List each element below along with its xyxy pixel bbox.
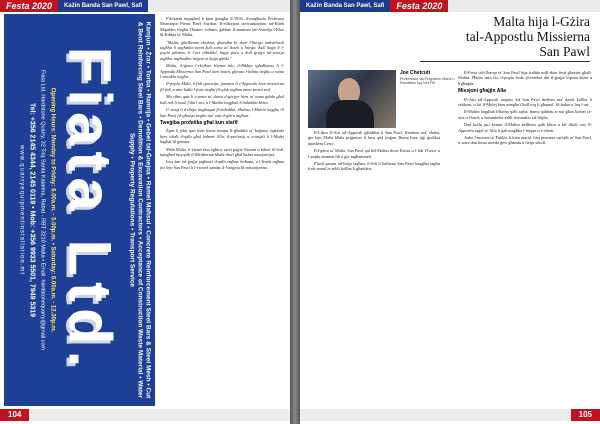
paragraph: Malta, il-ġżira l-ċkejkna b'sema blu, il-Bibbja tgħallimna li l-Appostlu Missierna San Pawl kien hawn, għexna l-kelma tiegħu u rajna l-miraklu tiegħu.	[160, 63, 284, 80]
advert-services: Kamjun • Żrar • Torba • Ħamrija • Gebel tal-Ġnejna • Ramel Maħsul • Concrete Reinforcement Steel Bars & Steel Mesh • Cut & Bent Reinforcing Steel Bars • Demolition & Excavation Contractors • Acceptance of Construction Waste Material • Water Supply • Property Regulations • Transport Service	[128, 21, 151, 399]
paragraph: Issa dan tal-ġrajja jagħmel il-qalb tagħna ferħana, u l-ħsieb tagħna jtir lejn San Pawl li l-ewwel xandar il-Vanġelu lil missirijietna.	[160, 159, 284, 170]
paragraph: Il-Maltin laqgħuh b'ħafna qalb tajba; huma qabbdu n-nar għax kienet ix-xita u l-bard, u hemmhekk seħħ il-miraklu tal-lifgħa.	[458, 109, 592, 120]
author-name: Joe Chetcuti	[400, 70, 431, 76]
right-article-column-1	[308, 130, 440, 408]
left-article-column	[160, 16, 284, 406]
article-title	[400, 14, 590, 62]
paragraph: U xtaqt li d-dinja tingħaqad fl-imħabba, bħalma l-Maltin laqgħu lil San Pawl fil-għarqa tiegħu ma' xtut il-gżira tagħna.	[160, 107, 284, 118]
author-role: Preżentatur tal-Programm Mardi u Randidien fuq Net FM	[400, 77, 455, 86]
parish-name: Każin Banda San Pawl, Safi	[58, 0, 148, 12]
right-header	[300, 0, 600, 12]
paragraph: Il-Festa tal-Għarqa ta' San Pawl hija waħda mill-iktar festi għeżież għall-Maltin. Ħafna snin ilu, il-poplu beda jiċċelebra din il-ġrajja b'qima kbira u b'għaqda.	[458, 70, 592, 86]
title-divider	[420, 61, 590, 62]
paragraph: Mela Malta, li kienet biss żgħira, saret pajjiż Nisrani u kibret fil-fidi, tqiegħed fuq qalb il-Mediterran bħala dawl għal ħafna nazzjonijiet.	[160, 146, 284, 157]
title-line-2: tal-Appostlu Missierna	[465, 29, 590, 44]
author-photo	[308, 70, 396, 128]
advert-website: www.quarryequipmentinstallation.mt	[18, 144, 24, 276]
section-heading: Missjoni għajjin Alla	[458, 88, 506, 95]
paragraph: Fl-Atti tal-Appostli naqraw kif San Pawl tkellem ma' dawk kollha li sabhom, u kif il-Mulej kien miegħu f'kull triq li għamel, fil-baħar u fuq l-art.	[458, 96, 592, 108]
page-number-left: 104	[0, 409, 29, 421]
advert-telephone: Tel: +356 2145 4344, 2145 0119 • Mob: +356 9933 5501, 7949 5319	[28, 102, 35, 318]
spread-gutter	[290, 0, 300, 424]
advert-title: Fiata Ltd.	[56, 46, 123, 374]
fiata-advert	[4, 14, 155, 406]
paragraph: Dan kollu juri kemm il-Maltin kellhom qalb kbira u kif ilkoll raw fl-Appostlu raġel ta' Alla li ġab magħha l-fejqan u s-sliem.	[458, 122, 592, 133]
title-line-3: San Pawl	[539, 44, 590, 59]
paragraph: Żgur li jekk qari kien hawn minnu fl-għaddid ta' ħajjitna, tqabbila biex tiftaħ il-qalb għal kelmet Alla, il-profeziji u s-sinjali li l-Mulej bagħat lil ġensna.	[160, 128, 284, 145]
paragraph: Il-poplu Malti, b'fidi qawwija, jemmen li l-Appostlu kien missierna fil-fidi, u dan ħalla l-frott tiegħu fil-qlub tagħna minn żmien twil.	[160, 81, 284, 92]
right-footer-bar	[300, 409, 600, 421]
left-footer-bar	[0, 409, 290, 421]
parish-name: Każin Banda San Pawl, Safi	[300, 0, 390, 12]
paragraph: Fil-gżira ta' Malta, San Pawl qal lill-Maltin dwar Kristu u l-fidi f'Ġesù, u l-poplu emmen fih u ġie mgħammed.	[308, 148, 440, 159]
right-article-column-2	[458, 70, 592, 408]
paragraph: F'dokient inqagħad li kien ġimgħa fl-1936, il-magħrufa Professur Monsinjur Pietru Pawl Saydon. Il-edizzjoni tat-traduzzjoni tal-Ktieb Mqaddes tiegħu f'ħames volumi, ġabbar fl-ammont tal-Assedju l-Kbir bl-Bibbja ta' Malta.	[160, 16, 284, 38]
festa-tag: Festa 2020	[0, 0, 58, 12]
paragraph: Anke l-missier ta' Publju, li kien marid, fieq permezz tat-talb ta' San Pawl, u wara dan bosta morda ġew għandu u fiequ wkoll.	[458, 135, 592, 146]
left-page	[0, 0, 290, 424]
quote-paragraph: "Malta, għalkemm ċkejkna, għandha bi xkeil l-ħtieġa individwali tagħha li sagħtitha minn kull xorta ta' ħsieb u ħtieġa. Kull ħaġa li l-poplu jaħdem, li l-art titbiddel, ħajja pura u kull ġrajja tal-istorja tagħha, tagħmilha dejjem xi ħaġa ġdida."	[160, 39, 284, 61]
festa-tag: Festa 2020	[390, 0, 448, 12]
right-page	[300, 0, 600, 424]
left-header	[0, 0, 290, 12]
advert-address: Fiata Ltd, Hardstone Quarry, 32 Triq Santa Katarina, Rabat - RBT 3210 Malta • Email: hardstonequarry@gmail.com	[39, 69, 45, 351]
paragraph: Il-Libru fl-Atti tal-Appostli jgħidilna li San Pawl, flimkien ma' sħabu, ġie lejn Malta bħala priġunier li kien qed jinġarr Ruma biex jiġi ġudikat quddiem Ċesri.	[308, 130, 440, 146]
section-heading: Tweġiba profetika għal kun staŕif	[160, 119, 238, 126]
paragraph: F'kull qasam tal-ħajja tagħna, il-fidi li ħalliena San Pawl baqgħet tagħti frott matul is-sekli kollha li għaddew.	[308, 161, 440, 172]
page-number-right: 105	[571, 409, 600, 421]
paragraph: Ma sibtu qatt li s-sema ta' dawn il-gżejjer kien ta' tama ġdida għal kull ruħ li tasal f'din l-art, u l-Maltin laqgħuh b'imħabba kbira.	[160, 94, 284, 105]
advert-hours: Opening Hours: Monday to Friday: 6.00a.m. - 5.00p.m. • Saturday: 6.00a.m. - 12.30p.m.	[49, 87, 55, 333]
title-line-1: Malta hija l-Gżira	[493, 14, 590, 29]
author-credit	[400, 70, 460, 86]
